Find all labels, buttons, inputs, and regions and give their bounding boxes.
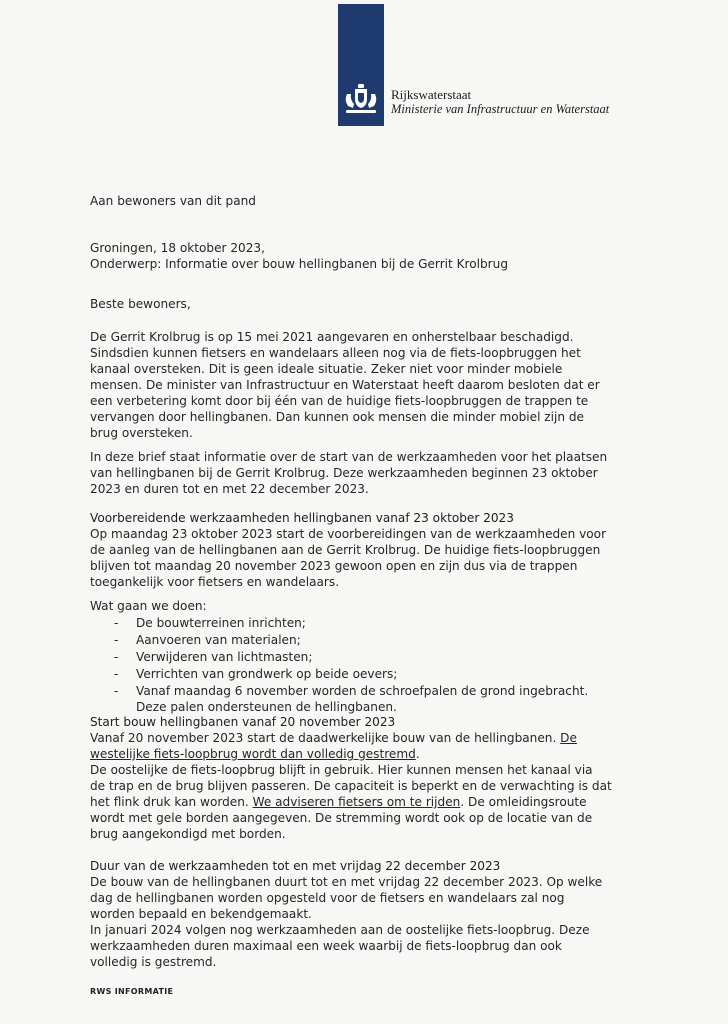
list-dash: - (114, 633, 119, 647)
text-line: een verbetering komt door bij één van de huidige fiets-loopbruggen de trappen te (90, 394, 589, 408)
text-line: De Gerrit Krolbrug is op 15 mei 2021 aangevaren en onherstelbaar beschadigd. (90, 330, 574, 344)
text-line: het flink druk kan worden. We adviseren fietsers om te rijden. De omleidingsroute (90, 795, 587, 809)
text-line: Sindsdien kunnen fietsers en wandelaars alleen nog via de fiets-loopbruggen het (90, 346, 581, 360)
text-line: werkzaamheden duren maximaal een week waarbij de fiets-loopbrug dan ook (90, 939, 562, 953)
list-dash: - (114, 650, 119, 664)
text-line: De bouw van de hellingbanen duurt tot en met vrijdag 22 december 2023. Op welke (90, 875, 603, 889)
rijkswaterstaat-logo (338, 4, 384, 126)
text-line: brug aangekondigd met borden. (90, 827, 286, 841)
text-line: De oostelijke de fiets-loopbrug blijft in gebruik. Hier kunnen mensen het kanaal via (90, 763, 593, 777)
subject-line: Onderwerp: Informatie over bouw hellingbanen bij de Gerrit Krolbrug (90, 257, 508, 271)
text-line: volledig is gestremd. (90, 955, 217, 969)
list-intro: Wat gaan we doen: (90, 599, 207, 613)
addressee: Aan bewoners van dit pand (90, 194, 256, 208)
cyclist-advice: We adviseren fietsers om te rijden (252, 795, 461, 809)
text-line: kanaal oversteken. Dit is geen ideale situatie. Zeker niet voor minder mobiele (90, 362, 563, 376)
list-dash: - (114, 616, 119, 630)
text-line: westelijke fiets-loopbrug wordt dan volledig gestremd. (90, 747, 420, 761)
section-heading-preparation: Voorbereidende werkzaamheden hellingbanen vanaf 23 oktober 2023 (90, 511, 514, 525)
text-line: worden bepaald en bekendgemaakt. (90, 907, 312, 921)
text-line: brug oversteken. (90, 426, 193, 440)
closure-notice: westelijke fiets-loopbrug wordt dan volledig gestremd (90, 747, 416, 761)
text-line: In deze brief staat informatie over de start van de werkzaamheden voor het plaatsen (90, 450, 608, 464)
text-line: mensen. De minister van Infrastructuur en Waterstaat heeft daarom besloten dat er (90, 378, 600, 392)
footer-label: RWS INFORMATIE (90, 987, 174, 996)
ministry-name: Ministerie van Infrastructuur en Waterstaat (391, 102, 610, 116)
text-line: van hellingbanen bij de Gerrit Krolbrug. Deze werkzaamheden beginnen 23 oktober (90, 466, 598, 480)
section-heading-construction: Start bouw hellingbanen vanaf 20 november 2023 (90, 715, 396, 729)
text-line: In januari 2024 volgen nog werkzaamheden aan de oostelijke fiets-loopbrug. Deze (90, 923, 590, 937)
text-line: de aanleg van de hellingbanen aan de Gerrit Krolbrug. De huidige fiets-loopbruggen (90, 543, 601, 557)
text-line: blijven tot maandag 20 november 2023 gewoon open en zijn dus via de trappen (90, 559, 578, 573)
section-heading-duration: Duur van de werkzaamheden tot en met vrijdag 22 december 2023 (90, 859, 501, 873)
list-dash: - (114, 684, 119, 698)
org-name: Rijkswaterstaat (391, 87, 472, 102)
text-line: wordt met gele borden aangegeven. De stremming wordt ook op de locatie van de (90, 811, 593, 825)
coat-of-arms-icon (341, 82, 381, 116)
salutation: Beste bewoners, (90, 297, 191, 311)
text-line: dag de hellingbanen worden opgesteld voor de fietsers en wandelaars zal nog (90, 891, 565, 905)
text-line: 2023 en duren tot en met 22 december 2023. (90, 482, 369, 496)
text-line: toegankelijk voor fietsers en wandelaars. (90, 575, 340, 589)
text-line: Vanaf 20 november 2023 start de daadwerkelijke bouw van de hellingbanen. De (90, 731, 577, 745)
text-line: de trap en de brug blijven passeren. De capaciteit is beperkt en de verwachting is dat (90, 779, 612, 793)
text-line: vervangen door hellingbanen. Dan kunnen ook mensen die minder mobiel zijn de (90, 410, 585, 424)
text-line: Op maandag 23 oktober 2023 start de voorbereidingen van de werkzaamheden voor (90, 527, 607, 541)
place-date: Groningen, 18 oktober 2023, (90, 241, 265, 255)
list-dash: - (114, 667, 119, 681)
